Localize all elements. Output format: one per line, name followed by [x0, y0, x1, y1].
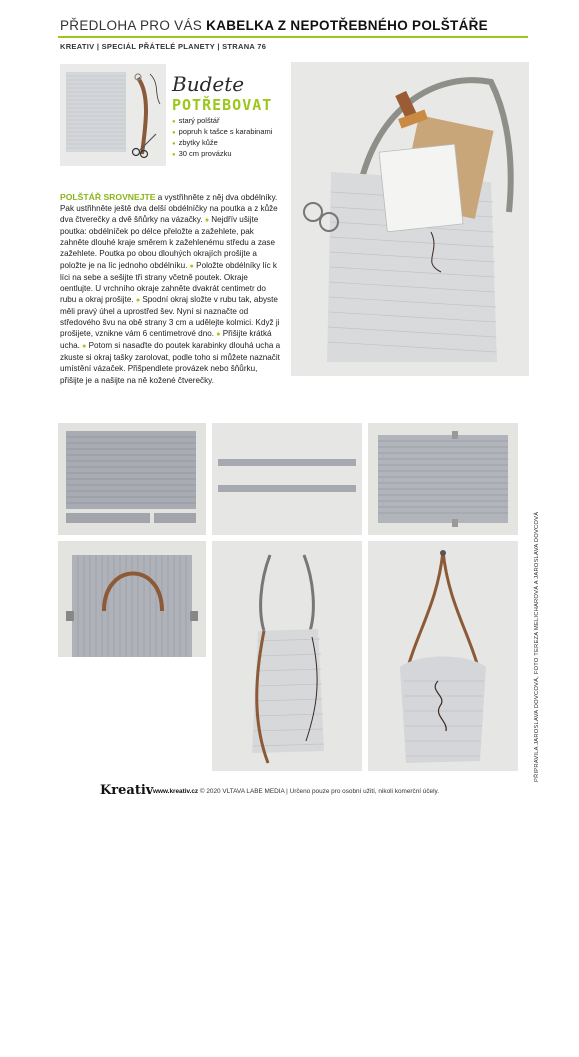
- footer-copyright: © 2020 VLTAVA LABE MEDIA | Určeno pouze pro osobní užití, nikoli komerční účely.: [198, 788, 440, 795]
- step-photo-5: [212, 541, 362, 771]
- instructions-lead: POLŠTÁŘ SROVNEJTE: [60, 192, 156, 202]
- footer-url[interactable]: www.kreativ.cz: [153, 788, 199, 795]
- materials-item: ● starý polštář: [172, 116, 272, 127]
- header-title: KABELKA Z NEPOTŘEBNÉHO POLŠTÁŘE: [206, 18, 488, 33]
- step-photo-6: [368, 541, 518, 771]
- page-header-title: [60, 18, 488, 33]
- instructions-step: Položte obdélníky líc k líci na sebe a sešijte tři strany včetně poutek. Okraje oentlujte. U vrchního okraje zahněte dvakrát centimetr do rubu a okraj prošijte.: [60, 260, 277, 304]
- materials-title-script: Budete: [172, 72, 245, 96]
- photo-credit: [534, 511, 546, 1057]
- step-photo-1: [58, 423, 206, 535]
- instructions-step: Potom si nasaďte do poutek karabinky dlouhá ucha a zkuste si okraj tašky zarolovat, podle toho si můžete naznačit umístění vázaček. Přišpendlete provázek nebo šňůrku, přišijte je a našijte na ně kožené čtverečky.: [60, 341, 281, 385]
- step-photo-3: [368, 423, 518, 535]
- materials-item: ● 30 cm provázku: [172, 149, 272, 160]
- step-bullet: ●: [216, 331, 221, 339]
- materials-item: ● popruh k tašce s karabinami: [172, 127, 272, 138]
- step-photo-4: [58, 541, 206, 657]
- materials-title: POTŘEBOVAT: [172, 96, 273, 114]
- step-bullet: ●: [82, 343, 87, 351]
- header-divider: [58, 36, 528, 38]
- header-subtitle: KREATIV | SPECIÁL PŘÁTELÉ PLANETY | STRANA 76: [60, 42, 267, 51]
- instructions-step: a vystřihněte z něj dva obdélníky. Pak ustřihněte ještě dva delší obdélníčky na poutka a z kůže dva čtverečky a dvě šňůrky na vázačky.: [60, 193, 278, 225]
- step-bullet: ●: [189, 262, 194, 270]
- materials-list: [172, 116, 272, 160]
- step-bullet: ●: [135, 296, 141, 304]
- footer-text: [153, 788, 439, 795]
- footer-logo: Kreativ: [100, 783, 154, 798]
- step-photo-2: [212, 423, 362, 535]
- instructions-text: [60, 192, 282, 386]
- hero-bag-photo: [291, 62, 529, 376]
- instructions-step: Spodní okraj složte v rubu tak, abyste měli pravý úhel a uprostřed šev. Nyní si naznačte od středového švu na obě strany 3 cm a udělejte kolmici. Když ji prošijete, vznikne vám 6 centimetrové dno.: [60, 294, 280, 339]
- header-prefix: PŘEDLOHA PRO VÁS: [60, 18, 207, 33]
- materials-photo: [60, 64, 166, 166]
- step-bullet: ●: [204, 217, 210, 225]
- instructions-step: Nejdřív ušijte poutka: obdélníček po délce přeložte a zažehlete, pak zahněte dlouhé kraje směrem k zažehlenému středu a zase zažehlete. Poutka po obou dlouhých okrajích prošijte a položte je na líc jednoho obdélníku.: [60, 215, 275, 270]
- photo-credit-text: PŘIPRAVILA JAROSLAVA DOVCOVÁ, FOTO TEREZA MELICHAROVÁ A JAROSLAVA DOVCOVÁ: [534, 511, 540, 782]
- materials-item: ● zbytky kůže: [172, 138, 272, 149]
- instructions-step: Přišijte krátká ucha.: [60, 329, 272, 351]
